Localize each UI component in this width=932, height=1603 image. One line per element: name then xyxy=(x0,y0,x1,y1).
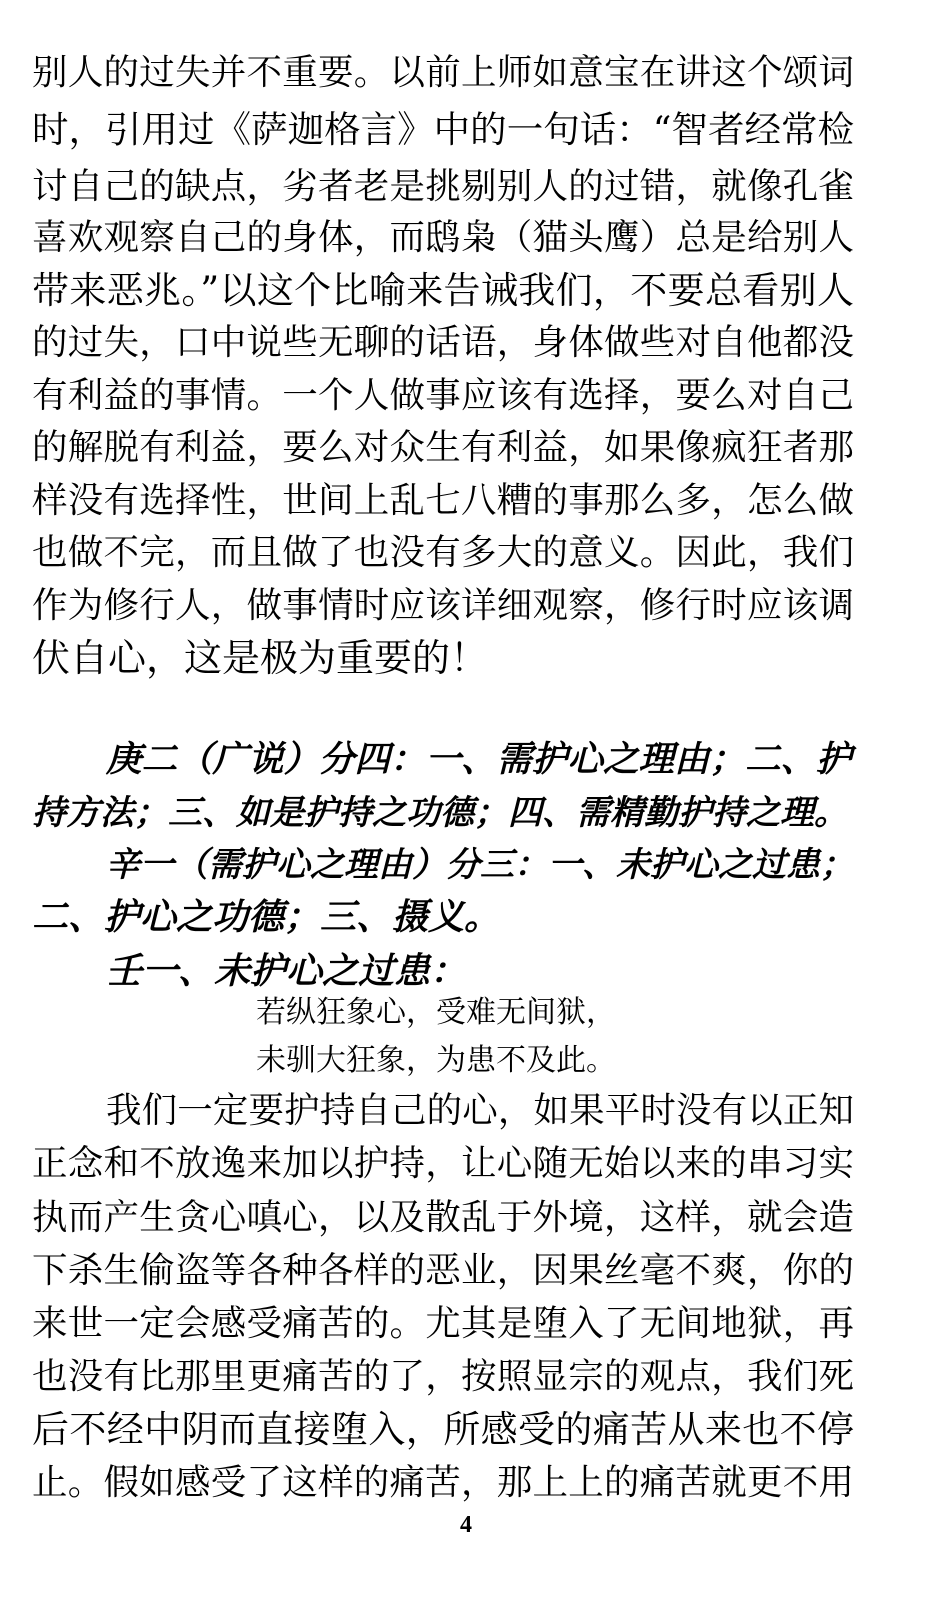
section-heading: 壬一、未护心之过患： xyxy=(106,950,467,992)
section-heading: 二、护心之功德；三、摄义。 xyxy=(32,896,501,938)
paragraph-line: 止。假如感受了这样的痛苦，那上上的痛苦就更不用 xyxy=(32,1462,854,1503)
paragraph-line: 伏自心，这是极为重要的！ xyxy=(32,636,489,680)
verse-line: 未驯大狂象，为患不及此。 xyxy=(256,1043,616,1078)
section-heading: 庚二（广说）分四：一、需护心之理由；二、护 xyxy=(106,739,852,780)
paragraph-line: 样没有选择性，世间上乱七八糟的事那么多，怎么做 xyxy=(32,480,854,521)
paragraph-line: 时，引用过《萨迦格言》中的一句话：“智者经常检 xyxy=(32,108,854,151)
section-heading: 辛一（需护心之理由）分三：一、未护心之过患； xyxy=(106,845,854,885)
section-heading: 持方法；三、如是护持之功德；四、需精勤护持之理。 xyxy=(32,793,848,833)
paragraph-line: 下杀生偷盗等各种各样的恶业，因果丝毫不爽，你的 xyxy=(32,1250,854,1291)
paragraph-line: 讨自己的缺点，劣者老是挑剔别人的过错，就像孔雀 xyxy=(32,166,854,207)
paragraph-line: 有利益的事情。一个人做事应该有选择，要么对自己 xyxy=(32,375,854,416)
paragraph-line: 的解脱有利益，要么对众生有利益，如果像疯狂者那 xyxy=(32,427,854,468)
paragraph-line: 也没有比那里更痛苦的了，按照显宗的观点，我们死 xyxy=(32,1356,854,1397)
paragraph-line: 的过失，口中说些无聊的话语，身体做些对自他都没 xyxy=(32,322,854,363)
paragraph-line: 带来恶兆。”以这个比喻来告诫我们，不要总看别人 xyxy=(32,269,854,312)
paragraph-line: 作为修行人，做事情时应该详细观察，修行时应该调 xyxy=(32,585,854,626)
paragraph-line: 也做不完，而且做了也没有多大的意义。因此，我们 xyxy=(32,532,854,573)
paragraph-line: 正念和不放逸来加以护持，让心随无始以来的串习实 xyxy=(32,1143,854,1184)
paragraph-line: 来世一定会感受痛苦的。尤其是堕入了无间地狱，再 xyxy=(32,1303,854,1344)
paragraph-line: 别人的过失并不重要。以前上师如意宝在讲这个颂词 xyxy=(32,52,854,93)
paragraph-line: 我们一定要护持自己的心，如果平时没有以正知 xyxy=(106,1090,854,1131)
page-number: 4 xyxy=(460,1512,472,1538)
paragraph-line: 执而产生贪心嗔心，以及散乱于外境，这样，就会造 xyxy=(32,1197,854,1238)
verse-line: 若纵狂象心，受难无间狱， xyxy=(256,995,616,1030)
paragraph-line: 喜欢观察自己的身体，而鸱枭（猫头鹰）总是给别人 xyxy=(32,217,854,258)
paragraph-line: 后不经中阴而直接堕入，所感受的痛苦从来也不停 xyxy=(32,1408,854,1451)
